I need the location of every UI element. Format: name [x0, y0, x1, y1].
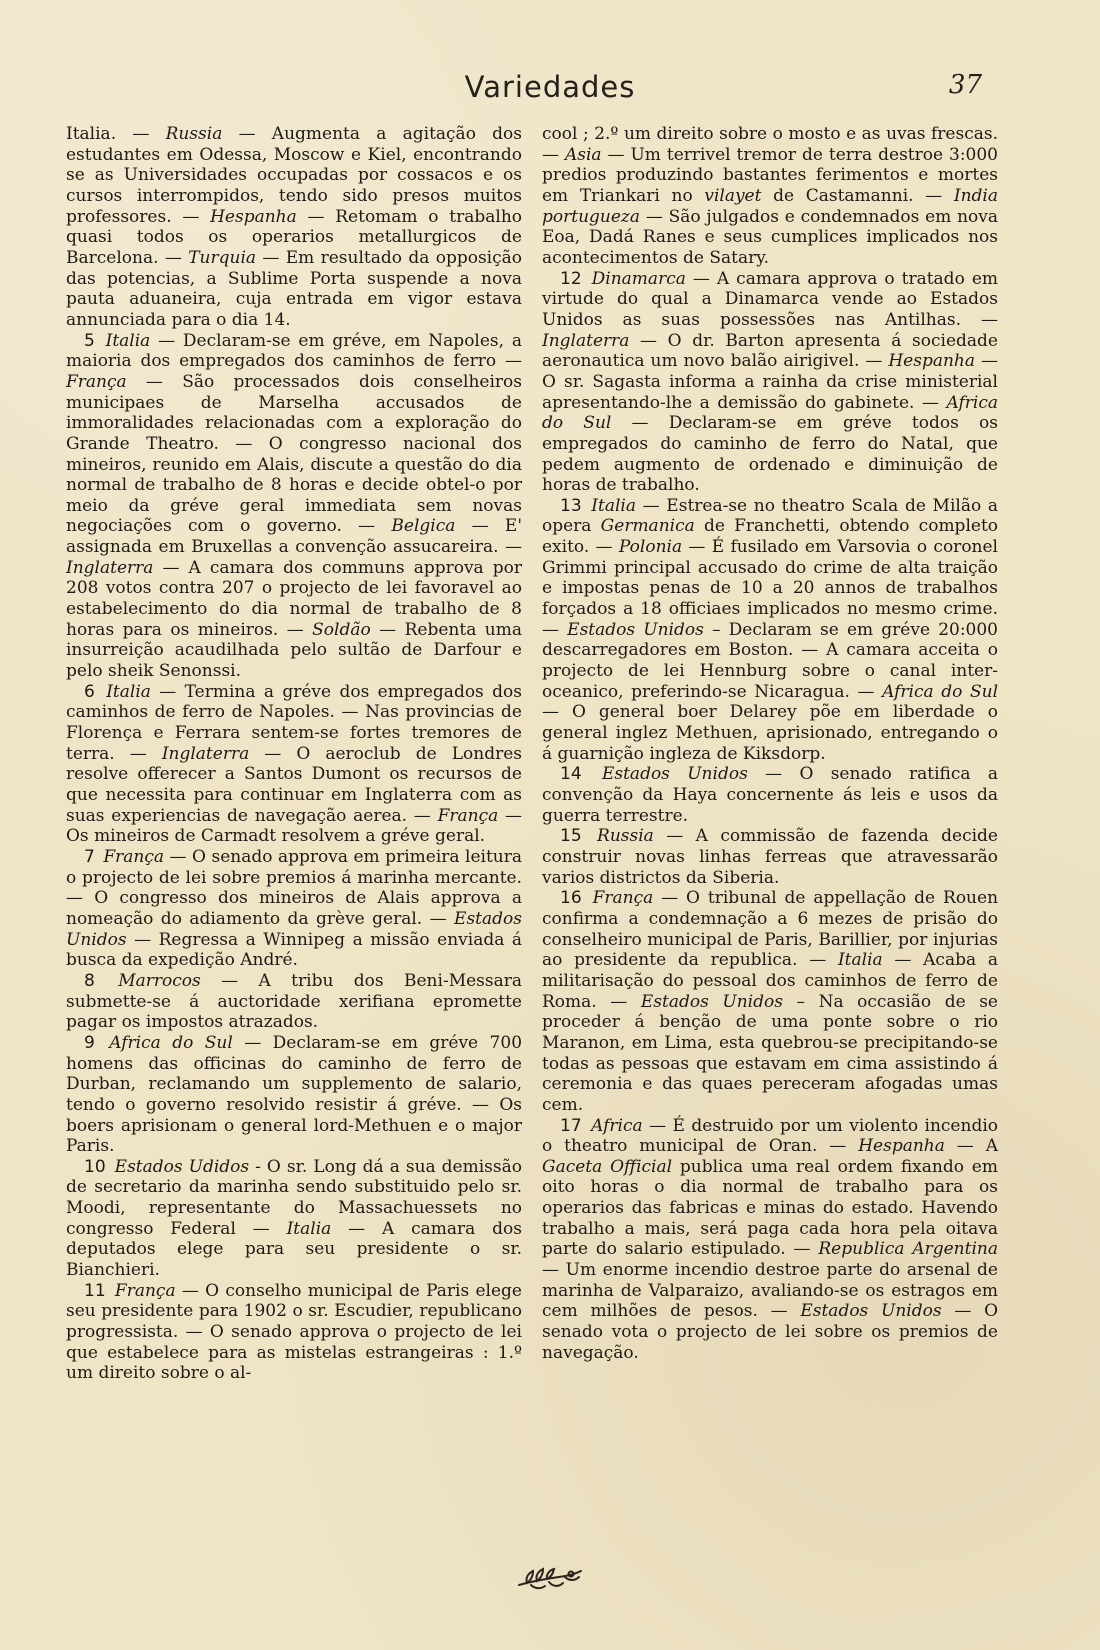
italic-heading: Republica Argentina	[818, 1239, 998, 1260]
entry-text: – Declaram se em gréve 20:000 descarregadores em Boston. — A camara acceita o projecto de lei Hennburg sobre o canal inter-oceanico, preferindo-se Nicaragua. —	[542, 619, 998, 702]
italic-heading: Africa do Sul	[542, 392, 998, 434]
italic-heading: França	[103, 846, 165, 867]
entry-day-number: 14	[560, 764, 582, 785]
entry-text: — A camara dos communs approva por 208 votos contra 207 o projecto de lei favoravel ao estabelecimento do dia normal de trabalho de 8 horas para os mineiros. —	[66, 557, 522, 640]
news-entry	[542, 1116, 998, 1364]
entry-text: — Retomam o trabalho quasi todos os operarios metallurgicos de Barcelona. —	[66, 206, 523, 268]
italic-heading: Italia	[105, 330, 151, 351]
italic-heading: Belgica	[391, 516, 456, 537]
italic-heading: Hespanha	[888, 351, 975, 372]
entry-day-number: 8	[84, 970, 95, 991]
entry-text: — O senado approva em primeira leitura o projecto de lei sobre premios á marinha mercante. — O congresso dos mineiros de Alais approva a nomeação do adiamento da grève geral. —	[66, 846, 522, 929]
entry-text: — E' assignada em Bruxellas a convenção assucareira. —	[66, 516, 522, 558]
entry-text: — A	[944, 1136, 998, 1157]
entry-text: — O general boer Delarey põe em liberdade o general inglez Methuen, aprisionado, entregando o á guarnição ingleza de Kiksdorp.	[542, 702, 998, 764]
text-columns	[66, 124, 998, 1556]
entry-text: — Estrea-se no theatro Scala de Milão a opera	[542, 495, 998, 537]
news-entry	[66, 847, 522, 971]
page-header	[0, 70, 1100, 114]
italic-heading: Italia	[286, 1218, 332, 1239]
news-entry	[66, 1281, 522, 1384]
italic-heading: Africa do Sul	[109, 1032, 233, 1053]
entry-day-number: 11	[84, 1280, 106, 1301]
entry-text: — Um enorme incendio destroe parte do arsenal de marinha de Valparaizo, avaliando-se os estragos em cem milhões de pesos. —	[542, 1260, 998, 1322]
entry-text: — O sr. Sagasta informa a rainha da crise ministerial apresentando-lhe a demissão do gabinete. —	[542, 351, 998, 413]
entry-text: – Na occasião de se proceder á benção de uma ponte sobre o rio Maranon, em Lima, esta quebrou-se precipitando-se todas as pessoas que estavam em cima assistindo á ceremonia e das quaes pereceram afogadas umas cem.	[542, 991, 998, 1115]
entry-day-number: 17	[560, 1115, 582, 1136]
entry-text: — O aeroclub de Londres resolve offerecer a Santos Dumont os recursos de que necessita para continuar em Inglaterra com as suas experiencias de navegação aerea. —	[66, 743, 523, 826]
entry-day-number: 7	[84, 846, 95, 867]
entry-text: — O senado ratifica a convenção da Haya concernente ás leis e usos da guerra terrestre.	[542, 764, 998, 826]
news-entry	[542, 888, 998, 1115]
news-entry	[66, 124, 522, 331]
italic-heading: França	[592, 888, 654, 909]
entry-text: — A camara dos deputados elege para seu presidente o sr. Bianchieri.	[66, 1218, 522, 1281]
news-entry	[66, 971, 522, 1033]
italic-heading: Africa do Sul	[882, 681, 999, 702]
entry-text: — Um terrivel tremor de terra destroe 3:000 predios produzindo bastantes ferimentos e mortes em Triankari no	[542, 144, 999, 206]
entry-text: de Castamanni. —	[761, 185, 954, 206]
news-entry	[542, 764, 998, 826]
italic-heading: Russia	[165, 124, 223, 144]
italic-heading: Soldão	[312, 619, 371, 640]
entry-day-number: 9	[84, 1032, 95, 1053]
italic-heading: Estados Unidos	[601, 764, 748, 785]
entry-text: — Augmenta a agitação dos estudantes em Odessa, Moscow e Kiel, encontrando se as Universidades occupadas por cossacos e os cursos interrompidos, tendo sido presos muitos professores. —	[66, 124, 522, 227]
entry-text: — O conselho municipal de Paris elege seu presidente para 1902 o sr. Escudier, republicano progressista. — O senado approva o projecto de lei que estabelece para as mistelas estrangeiras : 1.º um direito sobre o al-	[66, 1280, 522, 1384]
entry-day-number: 15	[560, 826, 582, 847]
entry-text: — Regressa a Winnipeg a missão enviada á busca da expedição André.	[66, 929, 522, 971]
floral-ornament-icon	[515, 1565, 585, 1591]
italic-heading: Russia	[597, 826, 654, 847]
entry-day-number: 16	[560, 888, 582, 909]
italic-heading: França	[437, 805, 499, 826]
entry-day-number: 13	[560, 495, 582, 516]
italic-heading: Asia	[564, 144, 602, 165]
entry-text: — A commissão de fazenda decide construir novas linhas ferreas que atravessarão varios districtos da Siberia.	[542, 826, 998, 888]
news-entry	[542, 826, 998, 888]
page-number: 37	[948, 70, 982, 100]
page-title: Variedades	[464, 70, 636, 104]
entry-text: publica uma real ordem fixando em oito horas o dia normal de trabalho para os operarios das fabricas e minas do estado. Havendo trabalho a mais, será paga cada hora pela oitava parte do salario estipulado. —	[542, 1156, 998, 1260]
italic-heading: vilayet	[704, 185, 762, 206]
news-entry	[542, 269, 998, 496]
italic-heading: Polonia	[618, 537, 683, 558]
entry-text: — É fusilado em Varsovia o coronel Grimmi principal accusado do crime de alta traição e impostas penas de 10 a 20 annos de trabalhos forçados a 18 officiaes implicados no mesmo crime. —	[542, 537, 998, 640]
entry-day-number: 5	[84, 330, 95, 351]
entry-text: - O sr. Long dá a sua demissão de secretario da marinha sendo substituido pelo sr. Moodi, representante do Massachuessets no congresso Federal —	[66, 1156, 522, 1239]
italic-heading: Marrocos	[118, 970, 201, 991]
italic-heading: Dinamarca	[591, 268, 686, 289]
italic-heading: Italia	[106, 681, 151, 702]
italic-heading: Inglaterra	[66, 557, 154, 578]
entry-text: — Termina a gréve dos empregados dos caminhos de ferro de Napoles. — Nas provincias de Florença e Ferrara sentem-se fortes tremores de terra. —	[66, 681, 522, 764]
italic-heading: Gaceta Official	[542, 1156, 673, 1177]
entry-text: de Franchetti, obtendo completo exito. —	[542, 516, 999, 558]
entry-text: — São julgados e condemnados em nova Eoa, Dadá Ranes e seus cumplices implicados nos acontecimentos de Satary.	[542, 206, 998, 268]
entry-text: — É destruido por um violento incendio o theatro municipal de Oran. —	[542, 1115, 998, 1157]
italic-heading: Estados Unidos	[567, 619, 704, 640]
news-entry	[542, 124, 998, 269]
entry-text: — Acaba a militarisação do pessoal dos caminhos de ferro de Roma. —	[542, 950, 998, 1012]
end-ornament	[0, 1565, 1100, 1595]
entry-text: — São processados dois conselheiros municipaes de Marselha accusados de immoralidades relacionadas com a exploração do Grande Theatro. — O congresso nacional dos mineiros, reunido em Alais, discute a questão do dia normal de trabalho de 8 horas e decide obtel-o por meio da gréve geral immediata sem novas negociações com o governo. —	[66, 371, 522, 537]
entry-text: Italia. —	[66, 124, 166, 144]
entry-text: — O senado vota o projecto de lei sobre os premios de navegação.	[542, 1301, 999, 1363]
entry-text: — A camara approva o tratado em virtude do qual a Dinamarca vende ao Estados Unidos as suas possessões nas Antilhas. —	[542, 268, 998, 330]
news-entry	[542, 496, 998, 765]
italic-heading: Germanica	[600, 516, 695, 537]
news-entry	[66, 1033, 522, 1157]
entry-text: — O tribunal de appellação de Rouen confirma a condemnação a 6 mezes de prisão do conselheiro municipal de Paris, Barillier, por injurias ao presidente da republica. —	[542, 888, 999, 971]
italic-heading: França	[66, 371, 127, 392]
entry-text: — Em resultado da opposição das potencias, a Sublime Porta suspende a nova pauta aduaneira, cuja entrada em vigor estava annunciada para o dia 14.	[66, 247, 522, 330]
italic-heading: Hespanha	[210, 206, 297, 227]
italic-heading: Estados Unidos	[800, 1301, 942, 1322]
entry-day-number: 10	[84, 1156, 106, 1177]
italic-heading: Africa	[591, 1115, 643, 1136]
entry-text: — Declaram-se em gréve, em Napoles, a maioria dos empregados dos caminhos de ferro —	[66, 330, 522, 372]
italic-heading: Estados Udidos	[114, 1156, 250, 1177]
entry-text: — Os mineiros de Carmadt resolvem a gréve geral.	[66, 805, 522, 847]
italic-heading: Estados Unidos	[640, 991, 783, 1012]
news-entry	[66, 682, 522, 847]
italic-heading: Estados Unidos	[66, 908, 522, 950]
entry-text: cool ; 2.º um direito sobre o mosto e as uvas frescas. —	[542, 124, 998, 165]
italic-heading: Inglaterra	[161, 743, 250, 764]
italic-heading: Hespanha	[858, 1136, 945, 1157]
entry-text: — Rebenta uma insurreição acaudilhada pelo sultão de Darfour e pelo sheik Senonssi.	[66, 619, 523, 682]
entry-text: — Declaram-se em gréve todos os empregados do caminho de ferro do Natal, que pedem augmento de ordenado e diminuição de horas de trabalho.	[542, 413, 998, 496]
italic-heading: Inglaterra	[542, 330, 630, 351]
entry-text: — Declaram-se em gréve 700 homens das officinas do caminho de ferro de Durban, reclamando um supplemento de salario, tendo o governo resolvido resistir á gréve. — Os boers aprisionam o general lord-Methuen e o major Paris.	[66, 1032, 523, 1157]
news-entry	[66, 1157, 522, 1281]
italic-heading: Italia	[591, 495, 636, 516]
italic-heading: França	[114, 1280, 176, 1301]
italic-heading: India portugueza	[542, 185, 998, 227]
news-entry	[66, 331, 522, 682]
entry-text: — A tribu dos Beni-Messara submette-se á auctoridade xerifiana epromette pagar os impostos atrazados.	[66, 970, 523, 1033]
left-column	[66, 124, 522, 1556]
italic-heading: Turquia	[188, 247, 257, 268]
italic-heading: Italia	[837, 950, 883, 971]
right-column	[542, 124, 998, 1556]
entry-day-number: 12	[560, 268, 582, 289]
entry-day-number: 6	[84, 681, 95, 702]
entry-text: — O dr. Barton apresenta á sociedade aeronautica um novo balão airigivel. —	[542, 330, 998, 372]
